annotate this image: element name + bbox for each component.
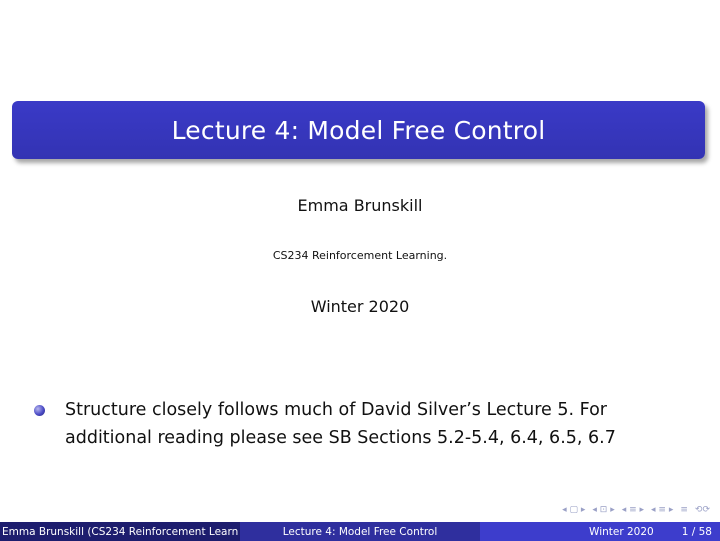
nav-search-icon[interactable]: ⟲⟳: [694, 505, 710, 515]
bullet-item: [34, 396, 694, 452]
beamer-navigation: [562, 505, 710, 515]
footer-date-segment: [480, 522, 720, 541]
institute-name: CS234 Reinforcement Learning.: [272, 249, 448, 262]
footer-bar: [0, 522, 720, 541]
author-name: Emma Brunskill: [297, 196, 423, 215]
footer-author: Emma Brunskill (CS234 Reinforcement Learn: [2, 525, 239, 538]
bullet-text-line-1: Structure closely follows much of David Silver’s Lecture 5. For: [65, 400, 607, 420]
footer-author-segment: [0, 522, 240, 541]
footer-title: Lecture 4: Model Free Control: [282, 525, 438, 538]
presentation-date: Winter 2020: [310, 297, 410, 316]
bullet-ball-icon: [34, 405, 45, 416]
title-banner: [12, 101, 705, 159]
footer-page-number: 1 / 58: [681, 525, 712, 538]
footer-date: Winter 2020: [589, 525, 654, 538]
slide-title: Lecture 4: Model Free Control: [171, 115, 546, 145]
footer-title-segment: [240, 522, 480, 541]
nav-subsection-icon[interactable]: ◂ ≡ ▸: [651, 505, 674, 515]
bullet-text-line-2: additional reading please see SB Sections 5.2-5.4, 6.4, 6.5, 6.7: [65, 428, 616, 448]
nav-section-icon[interactable]: ◂ ≡ ▸: [621, 505, 645, 515]
nav-prev-frame-icon[interactable]: ◂ ⊡ ▸: [592, 505, 615, 515]
nav-first-icon[interactable]: ◂ ▢ ▸: [562, 505, 586, 515]
nav-next-frame-icon[interactable]: ≡: [680, 505, 688, 515]
bullet-list: [34, 396, 694, 452]
